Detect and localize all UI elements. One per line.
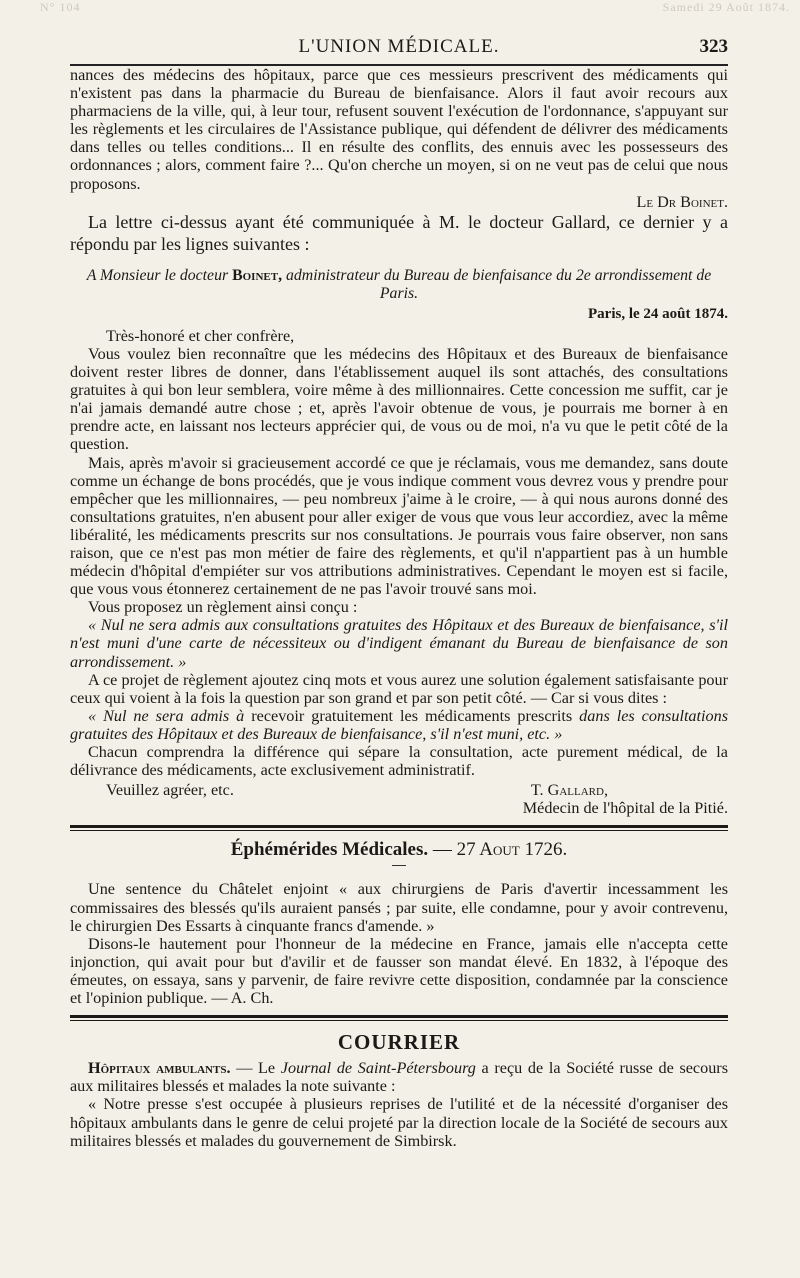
amended-rule-quote xyxy=(70,707,728,743)
section-divider-2 xyxy=(70,1015,728,1021)
bleed-through-header xyxy=(40,0,790,15)
courrier-heading: COURRIER xyxy=(337,1030,461,1055)
journal-title: L'UNION MÉDICALE. xyxy=(298,36,500,57)
closing-formula: Veuillez agréer, etc. xyxy=(106,781,234,800)
letter-one-signature: Le Dr Boinet. xyxy=(636,192,728,211)
transition-paragraph: La lettre ci-dessus ayant été communiquée à M. le docteur Gallard, ce dernier y a répondu par les lignes suivantes : xyxy=(70,211,728,254)
letter-two-addressee xyxy=(70,267,728,303)
amended-rule-end: dans les consultations gratuites des Hôpitaux et des Bureaux de bienfaisance, s'il n'est muni, etc. » xyxy=(70,706,729,743)
courrier-p1-start: — Le xyxy=(236,1059,276,1078)
ephemerides-title: Éphémérides Médicales. xyxy=(230,839,429,861)
proposed-rule-quote: « Nul ne sera admis aux consultations gratuites des Hôpitaux et des Bureaux de bienfaisance, s'il n'est muni d'une carte de nécessiteux ou d'indigent émanant du Bureau de bienfaisance de son arrondissement. » xyxy=(70,616,728,671)
letter-dateline: Paris, le 24 août 1874. xyxy=(588,305,728,322)
letter-two-paragraph-5: Chacun comprendra la différence qui sépare la consultation, acte purement médical, de la délivrance des médicaments, acte exclusivement administratif. xyxy=(70,743,728,780)
ephemerides-paragraph-2: Disons-le hautement pour l'honneur de la médecine en France, jamais elle n'accepta cette injonction, qui avait pour but d'avilir et de fausser son mandat élevé. En 1832, à l'époque des émeutes, on essaya, sans y parvenir, de faire revivre cette disposition, condamnée par la conscience et l'opinion publique. — A. Ch. xyxy=(70,934,728,1008)
amended-rule-emphasis: recevoir gratuitement les médicaments prescrits xyxy=(251,706,573,725)
letter-two-paragraph-1: Vous voulez bien reconnaître que les médecins des Hôpitaux et des Bureaux de bienfaisance doivent rester libres de donner, dans l'établissement auquel ils sont attachés, des consultations gratuites à qui bon leur semblera, voire même à des millionnaires. Cette concession me suffit, car je n'ai jamais demandé autre chose ; et, après l'avoir obtenue de vous, je pourrais me borner à en prendre acte, en laissant nos lecteurs apprécier qui, de vous ou de moi, n'a vu que le petit côté de la question. xyxy=(70,344,728,454)
ghost-date: Samedi 29 Août 1874. xyxy=(662,0,790,14)
addressee-prefix: A Monsieur le docteur xyxy=(86,266,229,284)
signer-name: T. Gallard, xyxy=(530,781,608,800)
letter-two-paragraph-4: A ce projet de règlement ajoutez cinq mots et vous aurez une solution également satisfaisante pour ceux qui voient à la fois la question par son grand et par son petit côté. — Car si vous dites : xyxy=(70,670,728,707)
addressee-suffix: administrateur du Bureau de bienfaisance du 2e arrondissement de Paris. xyxy=(285,266,712,302)
article-body xyxy=(70,66,728,1150)
courrier-p1-end: a reçu de la Société russe de secours aux militaires blessés et malades la note suivante : xyxy=(70,1059,728,1096)
signer-title: Médecin de l'hôpital de la Pitié. xyxy=(522,799,728,818)
courrier-lead: Hôpitaux ambulants. xyxy=(88,1059,231,1078)
short-divider xyxy=(392,865,406,866)
salutation: Très-honoré et cher confrère, xyxy=(106,326,295,345)
letter-two-paragraph-3: Vous proposez un règlement ainsi conçu : xyxy=(88,598,358,617)
courrier-paragraph-2: « Notre presse s'est occupée à plusieurs reprises de l'utilité et de la nécessité d'organiser des hôpitaux ambulants dans le genre de celui projeté par la direction locale de la Société de secours aux militaires blessés et malades du gouvernement de Simbirsk. xyxy=(70,1095,728,1150)
ghost-issue-number: N° 104 xyxy=(40,0,81,14)
ephemerides-paragraph-1: Une sentence du Châtelet enjoint « aux chirurgiens de Paris d'avertir incessamment les commissaires des blessés qu'ils auraient pansés ; par suite, elle condamne, pour y avoir contrevenu, le chirurgien Des Essarts à cinquante francs d'amende. » xyxy=(70,880,728,935)
running-header xyxy=(70,30,728,66)
section-divider xyxy=(70,825,728,831)
ephemerides-heading xyxy=(70,841,728,859)
letter-one-text: nances des médecins des hôpitaux, parce que ces messieurs prescrivent des médicaments qui n'existent pas dans la pharmacie du Bureau de bienfaisance. Alors il faut avoir recours aux pharmaciens de la ville, qui, à leur tour, refusent souvent l'exécution de l'ordonnance, s'appuyant sur les règlements et les circulaires de l'Assistance publique, qui défendent de délivrer des médicaments dans telles ou telles conditions... Il en résulte des conflits, des ennuis avec les possesseurs des ordonnances ; alors, comment faire ?... Qu'on cherche un moyen, si on ne veut pas de celui que nous proposons. xyxy=(70,66,728,193)
page-number: 323 xyxy=(699,36,728,57)
letter-two-paragraph-2: Mais, après m'avoir si gracieusement accordé ce que je réclamais, vous me demandez, sans doute comme un échange de bons procédés, que je vous indique comment vous devrez vous y prendre pour empêcher que les millionnaires, — peu nombreux j'aime à le croire, — à qui nous aurons donné des consultations gratuites, n'en abusent pour aller exiger de vous que vous leur accordiez, avec la même libéralité, les médicaments prescrits sur nos consultations. Je pourrais vous faire observer, non sans raison, que ce n'est pas mon métier de faire des règlements, et qu'il n'appartient pas à un humble médecin d'hôpital d'empiéter sur vos attributions administratives. Cependant le moyen est si facile, que vous vous étonnerez certainement de ne pas l'avoir trouvé sans moi. xyxy=(70,453,728,599)
letter-two-signature-block xyxy=(70,781,728,817)
journal-name: Journal de Saint-Pétersbourg xyxy=(280,1059,476,1078)
addressee-name: Boinet, xyxy=(232,266,283,284)
courrier-paragraph-1 xyxy=(70,1059,728,1095)
amended-rule-start: « Nul ne sera admis à xyxy=(88,706,245,725)
ephemerides-date: — 27 Aout 1726. xyxy=(432,839,568,861)
